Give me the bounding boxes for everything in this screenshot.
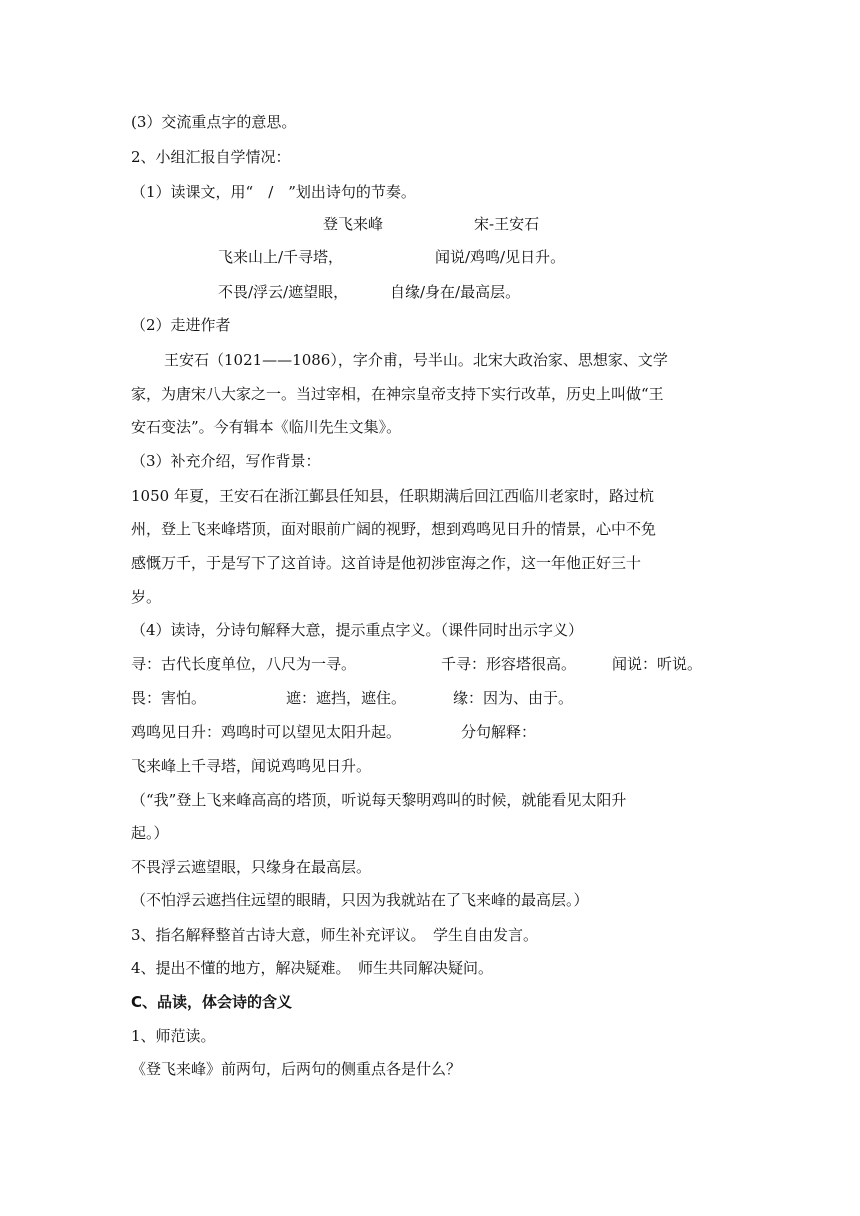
step-read-rhythm: （1）读课文，用“ / ”划出诗句的节奏。 (131, 183, 416, 201)
step-teacher-reads: 1、师范读。 (131, 1027, 216, 1045)
couplet-1-explain-line-2: 起。） (131, 824, 169, 842)
poem-couplet-2: 不畏浮云遮望眼，只缘身在最高层。 (131, 858, 372, 876)
poem-line-2a: 不畏/浮云/遮望眼， (218, 283, 349, 301)
gloss-yuan: 缘：因为、由于。 (453, 689, 574, 707)
section-c-heading: C、品读，体会诗的含义 (131, 993, 293, 1011)
couplet-1-explain-line-1: （“我”登上飞来峰高高的塔顶，听说每天黎明鸡叫的时候，就能看见太阳升 (131, 791, 627, 809)
sentence-explain-label: 分句解释： (461, 723, 537, 741)
gloss-wenshuo: 闻说：听说。 (612, 655, 703, 673)
poem-line-1a: 飞来山上/千寻塔， (218, 248, 344, 266)
gloss-xun: 寻：古代长度单位，八尺为一寻。 (131, 655, 357, 673)
question-focus: 《登飞来峰》前两句，后两句的侧重点各是什么？ (131, 1060, 462, 1078)
poem-couplet-1: 飞来峰上千寻塔，闻说鸡鸣见日升。 (131, 757, 372, 775)
background-line-2: 州，登上飞来峰塔顶，面对眼前广阔的视野，想到鸡鸣见日升的情景，心中不免 (131, 520, 657, 538)
step-exchange-key-words: (3）交流重点字的意思。 (131, 113, 297, 131)
poem-line-2b: 自缘/身在/最高层。 (390, 283, 521, 301)
background-line-3: 感慨万千，于是写下了这首诗。这首诗是他初涉宦海之作，这一年他正好三十 (131, 554, 642, 572)
gloss-wei: 畏：害怕。 (131, 689, 207, 707)
gloss-zhe: 遮：遮挡，遮住。 (286, 689, 407, 707)
poem-title: 登飞来峰 (323, 215, 384, 233)
step-4-questions: 4、提出不懂的地方，解决疑难。 师生共同解决疑问。 (131, 959, 494, 977)
step-background: （3）补充介绍，写作背景： (131, 452, 321, 470)
author-bio-line-3: 安石变法”。今有辑本《临川先生文集》。 (131, 418, 402, 436)
background-line-4: 岁。 (131, 588, 162, 606)
step-group-report: 2、小组汇报自学情况： (131, 148, 291, 166)
author-bio-line-2: 家，为唐宋八大家之一。当过宰相，在神宗皇帝支持下实行改革，历史上叫做“王 (131, 385, 664, 403)
step-about-author: （2）走进作者 (131, 316, 231, 334)
step-3-overall-meaning: 3、指名解释整首古诗大意，师生补充评议。 学生自由发言。 (131, 926, 539, 944)
couplet-2-explain: （不怕浮云遮挡住远望的眼睛，只因为我就站在了飞来峰的最高层。） (131, 891, 589, 909)
gloss-jiming: 鸡鸣见日升：鸡鸣时可以望见太阳升起。 (131, 723, 402, 741)
gloss-qianxun: 千寻：形容塔很高。 (441, 655, 577, 673)
step-read-explain: （4）读诗，分诗句解释大意，提示重点字义。（课件同时出示字义） (131, 621, 584, 639)
author-bio-line-1: 王安石（1021——1086），字介甫，号半山。北宋大政治家、思想家、文学 (164, 351, 668, 369)
background-line-1: 1050 年夏，王安石在浙江鄞县任知县，任职期满后回江西临川老家时，路过杭 (131, 487, 654, 505)
poem-author: 宋-王安石 (474, 215, 540, 233)
poem-line-1b: 闻说/鸡鸣/见日升。 (435, 248, 566, 266)
